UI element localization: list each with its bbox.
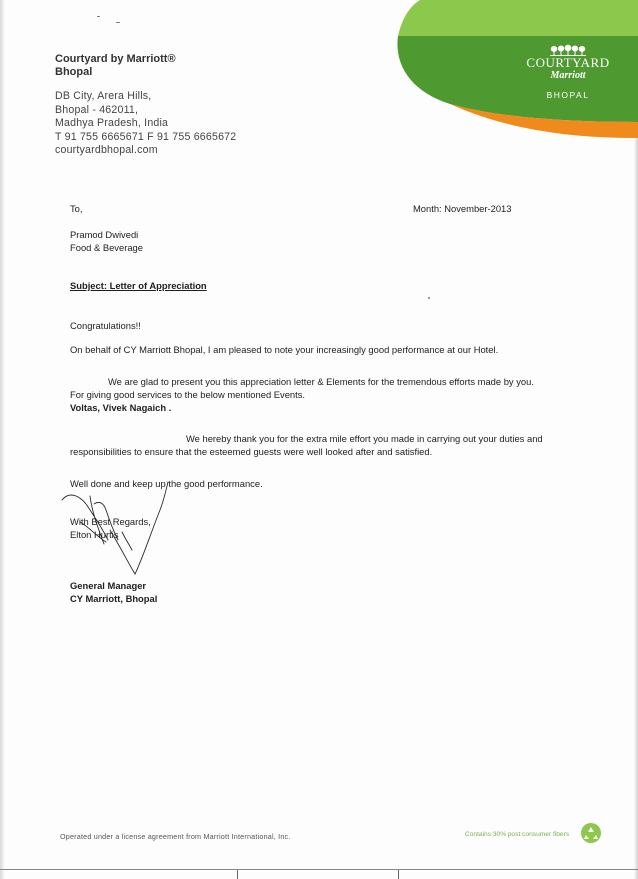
scan-artifact-tick (398, 870, 399, 879)
paragraph-3-line-2: responsibilities to ensure that the esteemed guests were well looked after and satisfied. (70, 446, 433, 457)
letter-date: Month: November-2013 (413, 203, 512, 214)
address-block (55, 90, 236, 158)
courtyard-logo (520, 44, 616, 100)
sign-off: With Best Regards, (70, 516, 151, 527)
scan-edge-left (0, 0, 5, 879)
website-line: courtyardbhopal.com (55, 144, 158, 156)
scan-artifact-tick (237, 870, 238, 879)
scan-speck (428, 297, 430, 299)
license-note: Operated under a license agreement from Marriott International, Inc. (60, 832, 291, 841)
paragraph-3-line-1: We hereby thank you for the extra mile effort you made in carrying out your duties and (186, 433, 543, 444)
closing-line: Well done and keep up the good performance. (70, 478, 263, 489)
address-line: DB City, Arera Hills, (55, 90, 152, 102)
scan-speck (97, 16, 100, 17)
recipient-dept: Food & Beverage (70, 242, 143, 253)
signatory-org: CY Marriott, Bhopal (70, 593, 158, 604)
subject-line: Subject: Letter of Appreciation (70, 280, 207, 291)
sender-block (55, 53, 176, 79)
scan-artifact-line (0, 869, 638, 870)
address-line: Madhya Pradesh, India (55, 117, 169, 129)
greeting: Congratulations!! (70, 320, 141, 331)
brand-name: COURTYARD (526, 55, 610, 70)
recycle-icon (580, 822, 602, 844)
phone-line: T 91 755 6665671 F 91 755 6665672 (55, 130, 237, 143)
signatory-name: Elton Hurtis (70, 529, 119, 540)
brand-city: BHOPAL (546, 90, 590, 100)
hotel-city: Bhopal (55, 66, 93, 78)
paragraph-1: On behalf of CY Marriott Bhopal, I am pleased to note your increasingly good performance at our Hotel. (70, 344, 499, 355)
events-list: Voltas, Vivek Nagaich . (70, 402, 172, 413)
paragraph-2-line-2: For giving good services to the below mentioned Events. (70, 389, 306, 400)
hotel-name: Courtyard by Marriott® (55, 53, 176, 65)
signatory-title: General Manager (70, 580, 147, 591)
paragraph-2-line-1: We are glad to present you this appreciation letter & Elements for the tremendous efforts made by you. (108, 376, 534, 387)
scan-speck (116, 22, 120, 23)
address-line: Bhopal - 462011, (55, 103, 139, 116)
brand-sub: Marriott (550, 70, 586, 81)
paper-note: Contains 30% post consumer fibers (465, 831, 570, 838)
recipient-name: Pramod Dwivedi (70, 229, 139, 240)
to-label: To, (70, 203, 83, 214)
